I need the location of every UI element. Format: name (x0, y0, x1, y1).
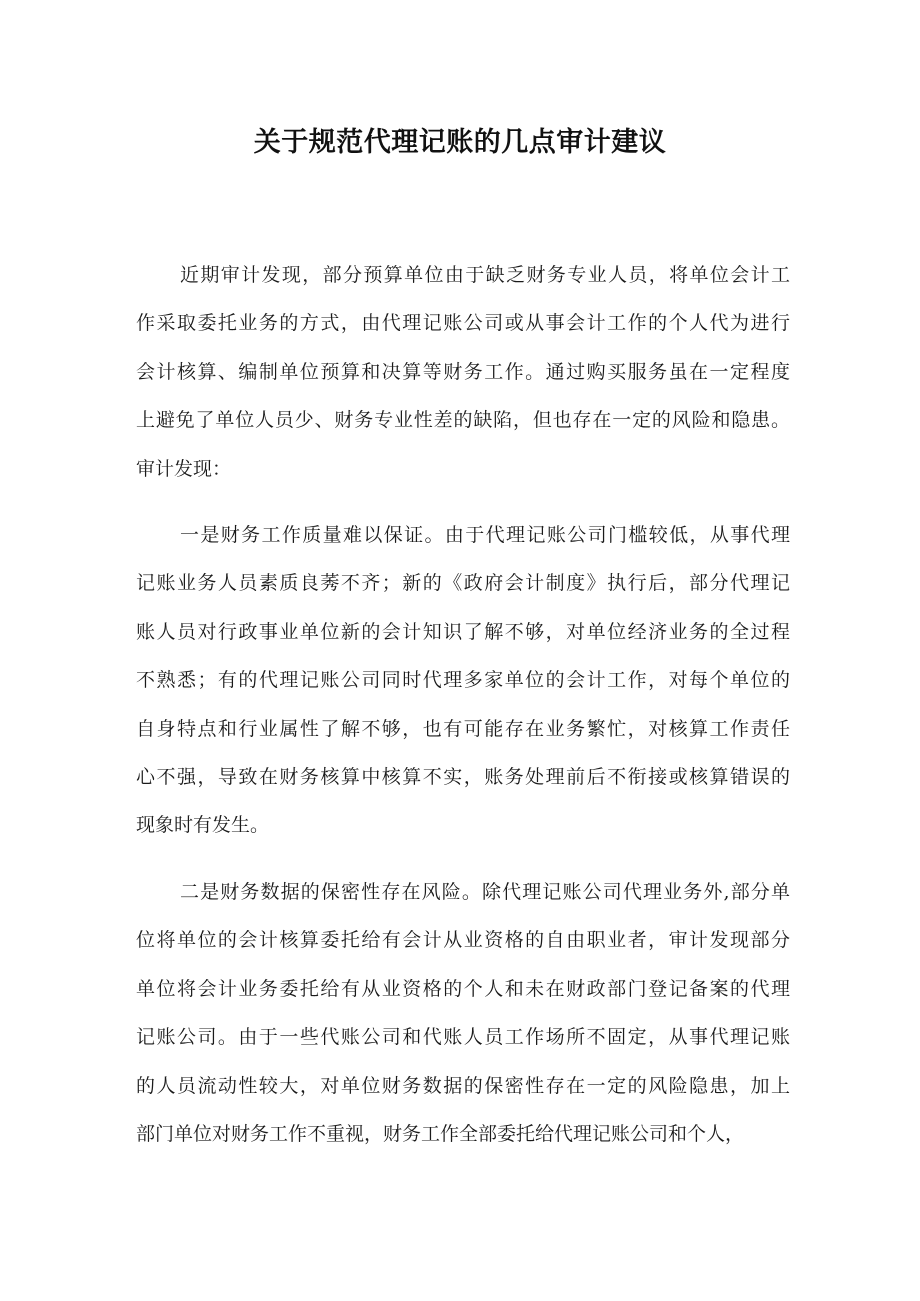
text-line: 不熟悉；有的代理记账公司同时代理多家单位的会计工作，对每个单位的 (136, 669, 790, 692)
text-line: 单位将会计业务委托给有从业资格的个人和未在财政部门登记备案的代理 (136, 977, 790, 1000)
text-line: 部门单位对财务工作不重视，财务工作全部委托给代理记账公司和个人， (136, 1122, 745, 1145)
text-line: 二是财务数据的保密性存在风险。除代理记账公司代理业务外,部分单 (180, 881, 790, 903)
paragraph-point-two (136, 868, 790, 1158)
text-line: 一是财务工作质量难以保证。由于代理记账公司门槛较低，从事代理 (180, 524, 790, 546)
text-line: 作采取委托业务的方式，由代理记账公司或从事会计工作的个人代为进行 (136, 312, 790, 335)
text-line: 上避免了单位人员少、财务专业性差的缺陷，但也存在一定的风险和隐患。 (136, 409, 790, 432)
text-line: 的人员流动性较大，对单位财务数据的保密性存在一定的风险隐患，加上 (136, 1074, 790, 1097)
text-line: 记账公司。由于一些代账公司和代账人员工作场所不固定，从事代理记账 (136, 1026, 790, 1049)
document-title: 关于规范代理记账的几点审计建议 (253, 127, 667, 158)
paragraph-point-one (136, 511, 790, 850)
text-line: 会计核算、编制单位预算和决算等财务工作。通过购买服务虽在一定程度 (136, 360, 790, 383)
text-line: 审计发现： (136, 457, 232, 480)
text-line: 位将单位的会计核算委托给有会计从业资格的自由职业者，审计发现部分 (136, 929, 790, 952)
paragraph-intro (136, 251, 790, 493)
text-line: 账人员对行政事业单位新的会计知识了解不够，对单位经济业务的全过程 (136, 620, 790, 643)
text-line: 记账业务人员素质良莠不齐；新的《政府会计制度》执行后，部分代理记 (136, 572, 790, 595)
text-line: 自身特点和行业属性了解不够，也有可能存在业务繁忙，对核算工作责任 (136, 717, 790, 740)
text-line: 心不强，导致在财务核算中核算不实，账务处理前后不衔接或核算错误的 (136, 765, 790, 788)
text-line: 近期审计发现，部分预算单位由于缺乏财务专业人员，将单位会计工 (180, 264, 790, 286)
text-line: 现象时有发生。 (136, 814, 270, 837)
